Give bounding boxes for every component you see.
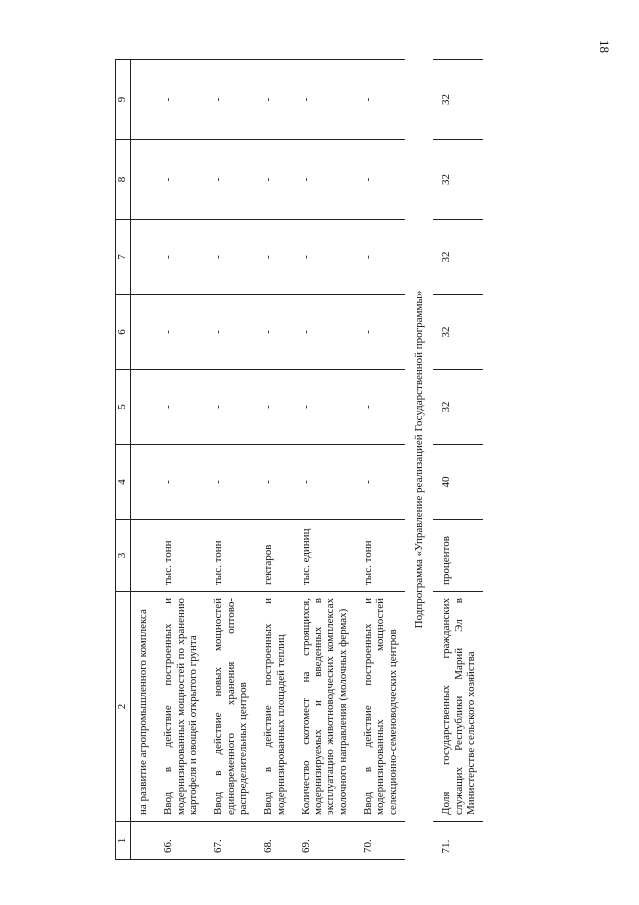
col-header-2: 2 bbox=[116, 592, 131, 822]
row-number: 66. bbox=[155, 822, 205, 860]
value-cell: - bbox=[355, 370, 405, 445]
row-number: 70. bbox=[355, 822, 405, 860]
table-row bbox=[155, 60, 205, 860]
row-number: 68. bbox=[255, 822, 293, 860]
value-cell: - bbox=[255, 140, 293, 220]
value-cell: - bbox=[355, 295, 405, 370]
table-row bbox=[433, 60, 483, 860]
unit-cell: тыс. тонн bbox=[205, 520, 255, 592]
indicator-name: на развитие агропромышленного комплекса bbox=[131, 592, 156, 822]
value-cell: - bbox=[355, 220, 405, 295]
value-cell: - bbox=[255, 445, 293, 520]
row-number: 69. bbox=[293, 822, 355, 860]
value-cell: - bbox=[355, 445, 405, 520]
value-cell: - bbox=[155, 445, 205, 520]
indicator-name: Ввод в действие построенных и модернизированных мощностей селекционно-семеноводческих центров bbox=[355, 592, 405, 822]
indicator-name: Доля государственных гражданских служащих Республики Марий Эл в Министерстве сельского хозяйства bbox=[433, 592, 483, 822]
value-cell bbox=[131, 370, 156, 445]
subprogram-heading-row bbox=[405, 60, 433, 860]
value-cell: - bbox=[155, 140, 205, 220]
col-header-8: 8 bbox=[116, 140, 131, 220]
col-header-7: 7 bbox=[116, 220, 131, 295]
value-cell: - bbox=[205, 220, 255, 295]
value-cell: 32 bbox=[433, 220, 483, 295]
value-cell bbox=[131, 140, 156, 220]
row-number bbox=[131, 822, 156, 860]
col-header-5: 5 bbox=[116, 370, 131, 445]
value-cell: - bbox=[255, 295, 293, 370]
value-cell: 32 bbox=[433, 295, 483, 370]
unit-cell: гектаров bbox=[255, 520, 293, 592]
value-cell: - bbox=[155, 220, 205, 295]
indicators-table bbox=[115, 59, 483, 860]
table-row bbox=[205, 60, 255, 860]
col-header-6: 6 bbox=[116, 295, 131, 370]
value-cell: - bbox=[205, 445, 255, 520]
value-cell: 32 bbox=[433, 140, 483, 220]
value-cell bbox=[131, 220, 156, 295]
value-cell: - bbox=[155, 370, 205, 445]
value-cell: - bbox=[255, 220, 293, 295]
indicator-name: Количество скотомест на строящихся, модернизируемых и введенных в эксплуатацию животноводческих комплексах молочного направления (молочных фермах) bbox=[293, 592, 355, 822]
value-cell: - bbox=[293, 220, 355, 295]
value-cell: - bbox=[255, 60, 293, 140]
table-row bbox=[293, 60, 355, 860]
col-header-3: 3 bbox=[116, 520, 131, 592]
value-cell: - bbox=[293, 140, 355, 220]
table-row bbox=[131, 60, 156, 860]
header-row bbox=[116, 60, 131, 860]
page-number: 18 bbox=[597, 40, 612, 53]
value-cell: - bbox=[155, 295, 205, 370]
col-header-4: 4 bbox=[116, 445, 131, 520]
unit-cell: тыс. единиц bbox=[293, 520, 355, 592]
table-row bbox=[255, 60, 293, 860]
value-cell: - bbox=[155, 60, 205, 140]
value-cell: - bbox=[205, 140, 255, 220]
value-cell: - bbox=[205, 60, 255, 140]
table-row bbox=[355, 60, 405, 860]
subprogram-title: Подпрограмма «Управление реализацией Государственной программы» bbox=[413, 290, 425, 629]
unit-cell: процентов bbox=[433, 520, 483, 592]
value-cell: 32 bbox=[433, 370, 483, 445]
value-cell bbox=[131, 60, 156, 140]
row-number: 71. bbox=[433, 822, 483, 860]
value-cell: - bbox=[293, 60, 355, 140]
value-cell: 40 bbox=[433, 445, 483, 520]
value-cell bbox=[131, 445, 156, 520]
value-cell: - bbox=[293, 295, 355, 370]
value-cell: - bbox=[255, 370, 293, 445]
indicator-name: Ввод в действие построенных и модернизированных площадей теплиц bbox=[255, 592, 293, 822]
indicator-name: Ввод в действие новых мощностей единовременного хранения оптово-распределительных центров bbox=[205, 592, 255, 822]
value-cell: - bbox=[293, 370, 355, 445]
value-cell: - bbox=[205, 295, 255, 370]
unit-cell: тыс. тонн bbox=[155, 520, 205, 592]
col-header-9: 9 bbox=[116, 60, 131, 140]
value-cell: - bbox=[355, 140, 405, 220]
unit-cell bbox=[131, 520, 156, 592]
value-cell: - bbox=[293, 445, 355, 520]
value-cell bbox=[131, 295, 156, 370]
value-cell: 32 bbox=[433, 60, 483, 140]
indicator-name: Ввод в действие построенных и модернизированных мощностей по хранению картофеля и овощей открытого грунта bbox=[155, 592, 205, 822]
unit-cell: тыс. тонн bbox=[355, 520, 405, 592]
row-number: 67. bbox=[205, 822, 255, 860]
value-cell: - bbox=[205, 370, 255, 445]
col-header-1: 1 bbox=[116, 822, 131, 860]
rotated-table-container bbox=[115, 60, 615, 860]
value-cell: - bbox=[355, 60, 405, 140]
